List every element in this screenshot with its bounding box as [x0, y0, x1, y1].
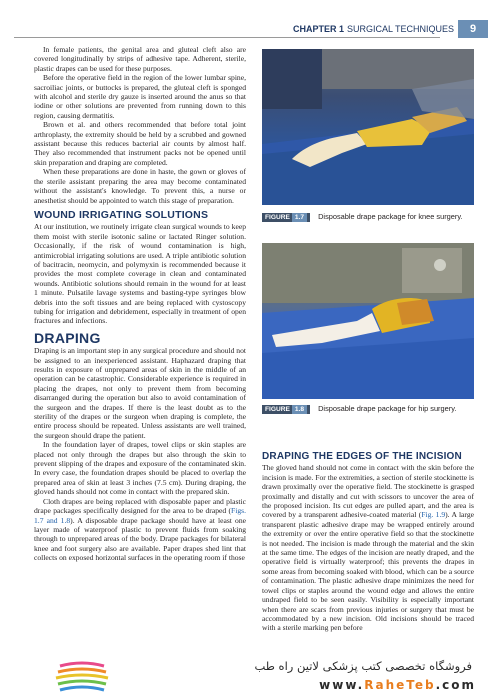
paragraph: Brown et al. and others recommended that before total joint arthroplasty, the extremity should be held by a scrubbed and gowned assistant because this reduces bacterial air counts by almost half. They also recommended that instrument packs not be opened until skin preparation and draping are completed. [34, 120, 246, 167]
page-number: 9 [458, 20, 488, 38]
text-run: ). A disposable drape package should have at least one layer made of waterproof plastic to prevent fluids from soaking through to unprepared areas of the body. Drape packages for bilateral knee and foot surgery also are available. Paper drapes shed lint that collects on exposed horizontal surfaces in the operating room if those [34, 515, 246, 563]
paragraph [34, 497, 246, 563]
header-rule [14, 37, 440, 38]
url-brand: RaheTeb [364, 678, 436, 692]
url-suffix: .com [435, 678, 476, 692]
store-url[interactable] [319, 678, 476, 692]
url-prefix: www. [319, 678, 365, 692]
paragraph: In female patients, the genital area and gluteal cleft also are covered longitudinally by strips of adhesive tape. Adherent, sterile, plastic drapes can be used for these purposes. [34, 45, 246, 73]
figure-label: FIGURE [265, 214, 290, 221]
text-run: Cloth drapes are being replaced with disposable paper and plastic drape packages specifically designed for the area to be draped ( [34, 496, 246, 516]
paragraph: When these preparations are done in haste, the gown or gloves of the sterile assistant preparing the area may become contaminated without the assistant's knowledge. To prevent this, a nurse or anesthetist should be appointed to watch this stage of preparation. [34, 167, 246, 205]
section-heading-draping: DRAPING [34, 329, 101, 346]
paragraph: Draping is an important step in any surgical procedure and should not be assigned to an inexperienced assistant. Haphazard draping that results in exposure of unprepared areas of skin in the middle of an operation can be catastrophic. Considerable experience is required in placing the drapes, not only to prevent them from becoming disarranged during the operation but also to avoid contamination of the surgeon and the drapes. If there is the least doubt as to the sterility of the drapes or the surgeon when draping is complete, the entire process should be repeated. Unless assistants are well trained, the surgeon should drape the patient. [34, 346, 246, 440]
paragraph: In the foundation layer of drapes, towel clips or skin staples are placed not only through the drapes but also through the skin to prevent slipping of the drapes and exposure of the contaminated skin. In every case, the foundation drapes should be placed to overlap the prepared area of skin at least 3 inches (7.5 cm). During draping, the gloved hands should not come in contact with the prepared skin. [34, 440, 246, 497]
caption-text: Disposable drape package for knee surgery. [318, 212, 463, 221]
running-header [0, 20, 500, 38]
section-heading-draping-edges: DRAPING THE EDGES OF THE INCISION [262, 451, 462, 462]
paragraph: Before the operative field in the region of the lower lumbar spine, sacroiliac joints, or buttocks is prepared, the gluteal cleft is sponged with alcohol and sterile dry gauze is inserted around the anus so that iodine or other solutions are prevented from running down to this region, causing dermatitis. [34, 73, 246, 120]
figure-number: 1.7 [292, 213, 307, 222]
caption-text: Disposable drape package for hip surgery. [318, 404, 457, 413]
figure-label-badge [262, 405, 310, 414]
store-name-persian: فروشگاه تخصصی کتب پزشکی لاتین راه طب [254, 659, 472, 673]
left-column [34, 45, 246, 563]
figure-reference-link[interactable]: Figs. 1.7 and 1.8 [34, 506, 246, 525]
footer-watermark [0, 655, 500, 700]
figure-1-8-caption [262, 404, 474, 414]
chapter-number: CHAPTER 1 [292, 24, 344, 34]
text-run: The gloved hand should not come in contact with the skin before the incision is made. For the extremities, a section of sterile stockinette is drawn proximally over the operative field. The stockinette is grasped proximally and distally and cut with scissors to uncover the area of the proposed incision. Its cut edges are pulled apart, and the area is covered by a transparent adhesive-coated material ( [262, 463, 474, 520]
section-heading-wound-irrigating: WOUND IRRIGATING SOLUTIONS [34, 208, 209, 221]
paragraph: At our institution, we routinely irrigate clean surgical wounds to keep them moist with sterile isotonic saline or lactated Ringer solution. Occasionally, if the risk of wound contamination is high, antimicrobial irrigating solutions are used. A triple antibiotic solution of bacitracin, neomycin, and polymyxin is recommended because it provides the most complete coverage in clean and contaminated wounds. Antibiotic solutions should remain in the wound for at least 1 minute. Pulsatile lavage systems and basting-type syringes blow debris into the soft tissues and are being replaced with cystoscopy tubing for irrigation and debridement, especially in treatment of open fractures and infections. [34, 222, 246, 326]
figure-reference-link[interactable]: Fig. 1.9 [421, 510, 446, 520]
chapter-title [293, 24, 454, 34]
figure-label-badge [262, 213, 310, 222]
raheteb-logo-icon [52, 658, 132, 698]
hip-drape-illustration [262, 243, 474, 399]
right-column [262, 452, 474, 633]
figure-1-8-photo [262, 243, 474, 399]
chapter-section: SURGICAL TECHNIQUES [346, 24, 454, 34]
paragraph [262, 463, 474, 632]
knee-drape-illustration [262, 49, 474, 205]
figure-number: 1.8 [292, 405, 307, 414]
figure-label: FIGURE [265, 406, 290, 413]
figure-1-7-photo [262, 49, 474, 205]
text-run: ). A large transparent plastic adhesive drape may be wrapped entirely around the extremity or over the entire operative field so that the stockinette is not needed. The incision is made through the material and the skin at the same time. The edges of the incision are neatly draped, and the operative field is virtually waterproof; this prevents the drapes in some areas from becoming soaked with blood, which can be a source of contamination. The plastic adhesive drape minimizes the need for towel clips or staples around the wound edge and allows the entire undraped field to be seen easily. Visibility is especially important when there are scars from previous injuries or surgery that must be accommodated by a new incision. Old incisions should be traced with a sterile marking pen before [262, 510, 474, 633]
figure-1-7-caption [262, 212, 474, 222]
